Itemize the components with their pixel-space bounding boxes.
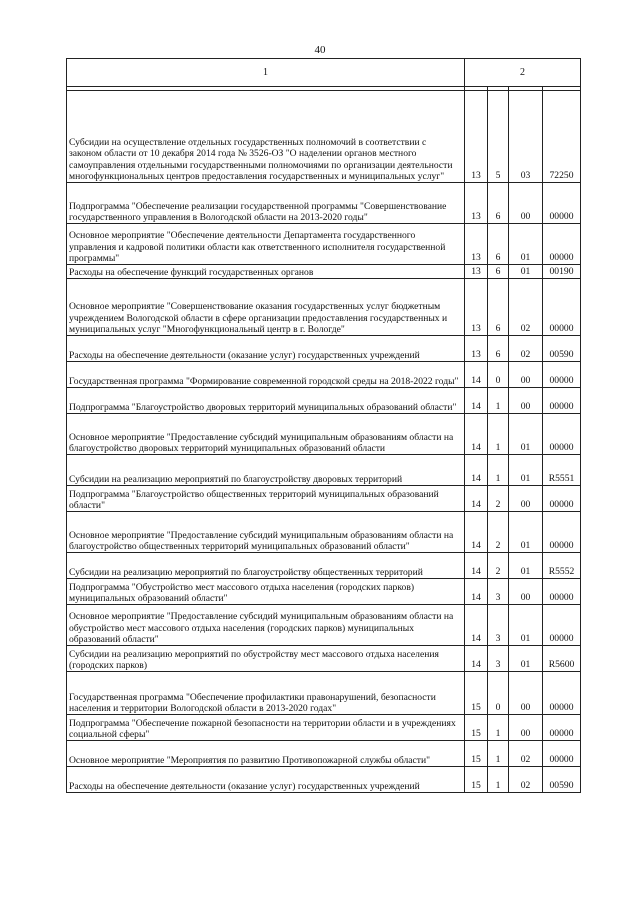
table-row xyxy=(67,579,581,605)
row-text: Субсидии на реализацию мероприятий по обустройству мест массового отдыха населения (городских парков) xyxy=(67,646,465,672)
row-code-c: 00 xyxy=(509,183,543,224)
row-code-d: 00000 xyxy=(543,605,581,646)
row-text: Государственная программа "Обеспечение профилактики правонарушений, безопасности населения и территории Вологодской области в 2013-2020 годах" xyxy=(67,672,465,715)
row-code-a: 15 xyxy=(465,715,488,741)
table-row xyxy=(67,605,581,646)
row-code-b: 1 xyxy=(488,767,509,793)
row-code-d: 00590 xyxy=(543,336,581,362)
row-text: Основное мероприятие "Обеспечение деятельности Департамента государственного управления и кадровой политики области как ответственного исполнителя государственной программы" xyxy=(67,224,465,265)
row-code-d: 00000 xyxy=(543,512,581,553)
page-number: 40 xyxy=(314,44,326,56)
row-code-b: 5 xyxy=(488,91,509,183)
row-code-a: 13 xyxy=(465,265,488,279)
row-code-b: 2 xyxy=(488,553,509,579)
row-code-b: 1 xyxy=(488,388,509,414)
row-code-d: 00000 xyxy=(543,362,581,388)
row-code-c: 03 xyxy=(509,91,543,183)
row-code-b: 6 xyxy=(488,279,509,336)
row-code-b: 0 xyxy=(488,362,509,388)
row-code-d: 00000 xyxy=(543,414,581,455)
row-code-a: 14 xyxy=(465,646,488,672)
row-code-a: 15 xyxy=(465,767,488,793)
row-code-d: 00590 xyxy=(543,767,581,793)
row-code-a: 15 xyxy=(465,672,488,715)
row-code-a: 13 xyxy=(465,336,488,362)
row-text: Подпрограмма "Благоустройство дворовых территорий муниципальных образований области" xyxy=(67,388,465,414)
row-text: Субсидии на реализацию мероприятий по благоустройству общественных территорий xyxy=(67,553,465,579)
row-code-b: 1 xyxy=(488,414,509,455)
row-code-b: 0 xyxy=(488,672,509,715)
row-code-a: 14 xyxy=(465,414,488,455)
row-code-d: 00000 xyxy=(543,279,581,336)
row-code-d: 00000 xyxy=(543,579,581,605)
row-code-d: R5600 xyxy=(543,646,581,672)
row-code-b: 1 xyxy=(488,455,509,486)
row-code-a: 14 xyxy=(465,362,488,388)
table-row xyxy=(67,414,581,455)
row-code-a: 14 xyxy=(465,553,488,579)
row-text: Основное мероприятие "Предоставление субсидий муниципальным образованиям области на благоустройство дворовых территорий муниципальных образований области xyxy=(67,414,465,455)
row-code-c: 01 xyxy=(509,414,543,455)
row-code-d: 00000 xyxy=(543,715,581,741)
row-code-d: 00000 xyxy=(543,486,581,512)
row-code-a: 13 xyxy=(465,279,488,336)
row-text: Субсидии на осуществление отдельных государственных полномочий в соответствии с законом области от 10 декабря 2014 года № 3526-ОЗ "О наделении органов местного самоуправления отдельными государственными полномочиями по организации деятельности многофункциональных центров предоставления государственных и муниципальных услуг" xyxy=(67,91,465,183)
table-row xyxy=(67,767,581,793)
row-text: Расходы на обеспечение функций государственных органов xyxy=(67,265,465,279)
table-row xyxy=(67,265,581,279)
row-code-c: 01 xyxy=(509,455,543,486)
row-code-d: R5551 xyxy=(543,455,581,486)
row-text: Основное мероприятие "Предоставление субсидий муниципальным образованиям области на обустройство мест массового отдыха населения (городских парков) муниципальных образований области" xyxy=(67,605,465,646)
row-code-c: 00 xyxy=(509,388,543,414)
row-code-c: 00 xyxy=(509,486,543,512)
table-row xyxy=(67,455,581,486)
row-code-b: 3 xyxy=(488,605,509,646)
table-row xyxy=(67,553,581,579)
row-code-b: 1 xyxy=(488,715,509,741)
row-text: Основное мероприятие "Совершенствование оказания государственных услуг бюджетным учреждением Вологодской области в сфере организации предоставления государственных и муниципальных услуг "Многофункциональный центр в г. Вологде" xyxy=(67,279,465,336)
row-code-b: 6 xyxy=(488,336,509,362)
table-row xyxy=(67,91,581,183)
row-code-a: 13 xyxy=(465,183,488,224)
row-code-a: 14 xyxy=(465,579,488,605)
row-code-c: 00 xyxy=(509,715,543,741)
table-row xyxy=(67,646,581,672)
row-code-b: 2 xyxy=(488,512,509,553)
row-code-c: 01 xyxy=(509,265,543,279)
row-code-d: 72250 xyxy=(543,91,581,183)
row-code-c: 02 xyxy=(509,741,543,767)
header-col-1: 1 xyxy=(67,59,465,87)
table-row xyxy=(67,512,581,553)
row-code-b: 3 xyxy=(488,579,509,605)
row-code-a: 14 xyxy=(465,455,488,486)
table-row xyxy=(67,672,581,715)
header-col-2: 2 xyxy=(465,59,581,87)
row-code-c: 02 xyxy=(509,279,543,336)
table-row xyxy=(67,362,581,388)
table-row xyxy=(67,183,581,224)
row-code-d: 00000 xyxy=(543,388,581,414)
row-text: Основное мероприятие "Предоставление субсидий муниципальным образованиям области на благоустройство общественных территорий муниципальных образований области" xyxy=(67,512,465,553)
row-text: Расходы на обеспечение деятельности (оказание услуг) государственных учреждений xyxy=(67,336,465,362)
row-code-c: 01 xyxy=(509,605,543,646)
table-row xyxy=(67,279,581,336)
row-code-a: 13 xyxy=(465,91,488,183)
table-row xyxy=(67,741,581,767)
row-code-b: 6 xyxy=(488,265,509,279)
table-row xyxy=(67,224,581,265)
row-code-c: 01 xyxy=(509,512,543,553)
row-code-d: 00190 xyxy=(543,265,581,279)
row-text: Расходы на обеспечение деятельности (оказание услуг) государственных учреждений xyxy=(67,767,465,793)
table-row xyxy=(67,336,581,362)
row-code-d: R5552 xyxy=(543,553,581,579)
row-code-d: 00000 xyxy=(543,672,581,715)
row-code-c: 00 xyxy=(509,672,543,715)
table-header xyxy=(67,59,581,87)
table-row xyxy=(67,486,581,512)
row-code-d: 00000 xyxy=(543,183,581,224)
table-row xyxy=(67,715,581,741)
table-row xyxy=(67,388,581,414)
row-code-a: 14 xyxy=(465,486,488,512)
row-code-c: 01 xyxy=(509,224,543,265)
row-text: Государственная программа "Формирование современной городской среды на 2018-2022 годы" xyxy=(67,362,465,388)
row-code-d: 00000 xyxy=(543,741,581,767)
row-text: Подпрограмма "Обеспечение пожарной безопасности на территории области и в учреждениях социальной сферы" xyxy=(67,715,465,741)
row-text: Подпрограмма "Обеспечение реализации государственной программы "Совершенствование государственного управления в Вологодской области на 2013-2020 годы" xyxy=(67,183,465,224)
row-code-b: 1 xyxy=(488,741,509,767)
row-code-a: 15 xyxy=(465,741,488,767)
row-code-d: 00000 xyxy=(543,224,581,265)
row-code-c: 02 xyxy=(509,767,543,793)
row-code-b: 3 xyxy=(488,646,509,672)
row-code-c: 01 xyxy=(509,553,543,579)
row-code-c: 00 xyxy=(509,579,543,605)
row-code-a: 14 xyxy=(465,512,488,553)
row-code-a: 13 xyxy=(465,224,488,265)
row-text: Субсидии на реализацию мероприятий по благоустройству дворовых территорий xyxy=(67,455,465,486)
row-code-b: 6 xyxy=(488,224,509,265)
row-code-b: 6 xyxy=(488,183,509,224)
row-code-b: 2 xyxy=(488,486,509,512)
row-code-c: 02 xyxy=(509,336,543,362)
row-code-a: 14 xyxy=(465,388,488,414)
row-text: Основное мероприятие "Мероприятия по развитию Противопожарной службы области" xyxy=(67,741,465,767)
row-code-c: 00 xyxy=(509,362,543,388)
row-text: Подпрограмма "Благоустройство общественных территорий муниципальных образований области" xyxy=(67,486,465,512)
budget-table xyxy=(66,58,581,793)
row-code-c: 01 xyxy=(509,646,543,672)
row-code-a: 14 xyxy=(465,605,488,646)
row-text: Подпрограмма "Обустройство мест массового отдыха населения (городских парков) муниципальных образований области" xyxy=(67,579,465,605)
